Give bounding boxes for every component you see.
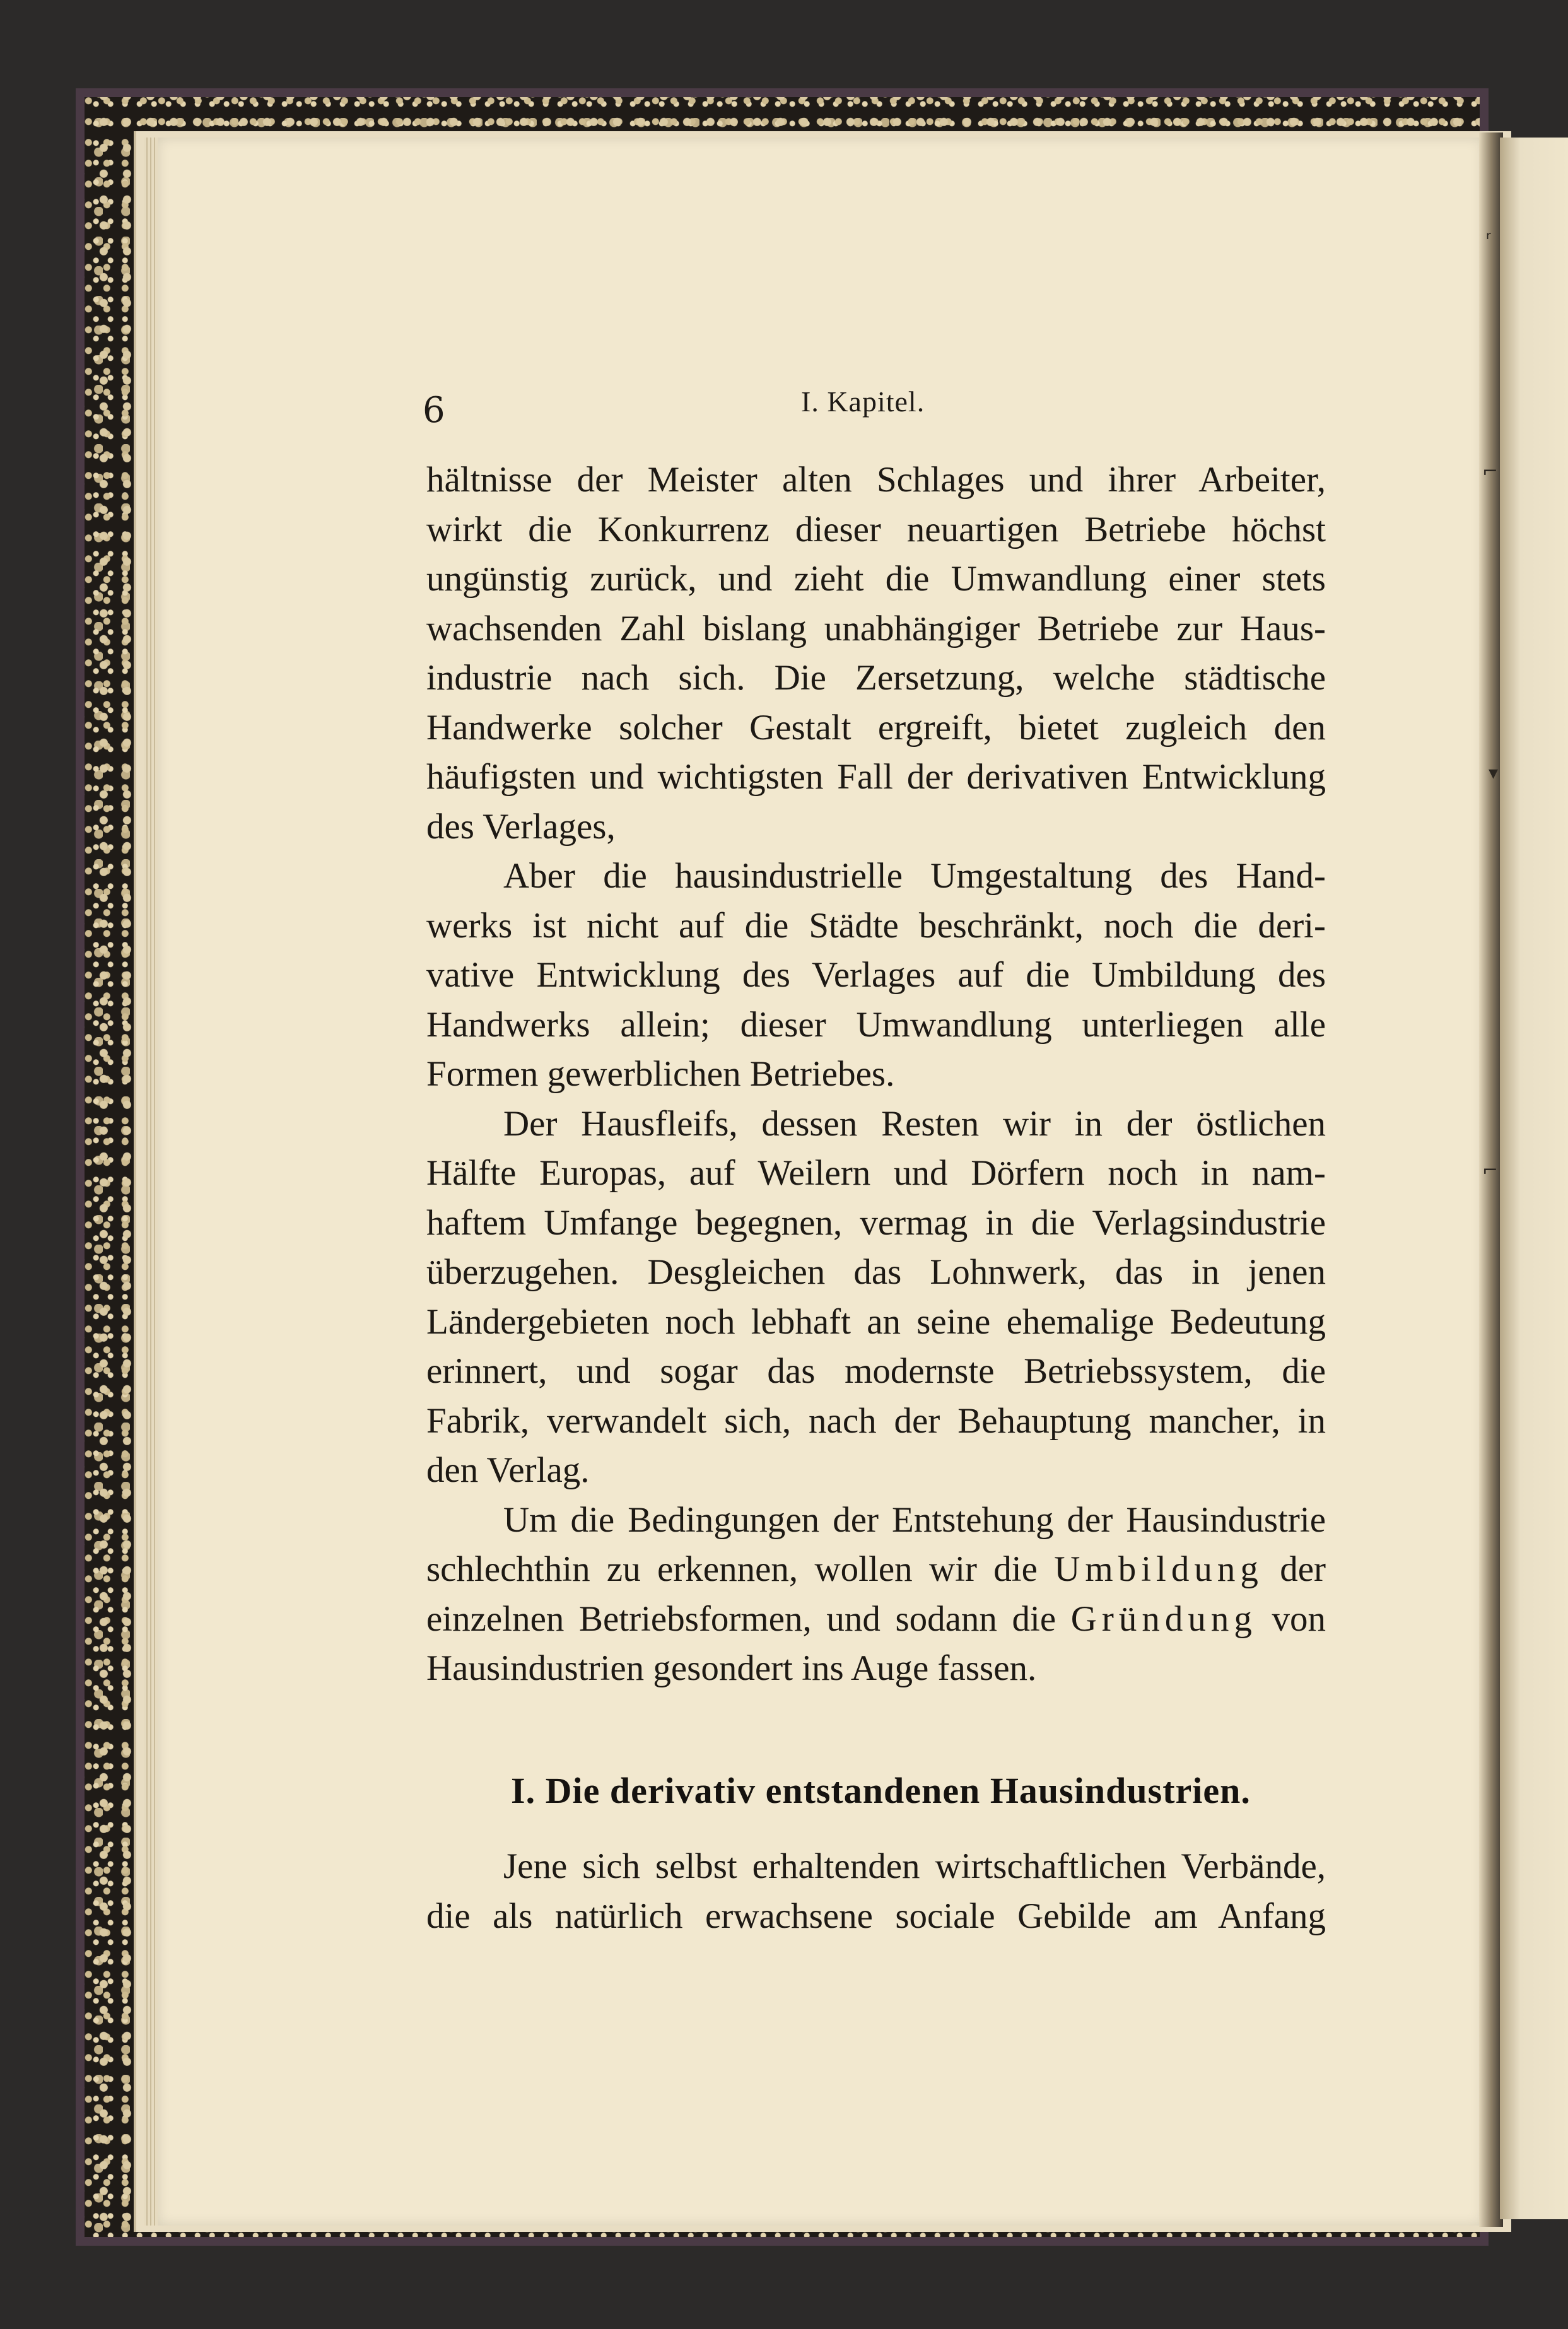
- section-heading: I. Die derivativ entstandenen Hausindustrien.: [511, 1770, 1251, 1811]
- text-line: hältnisse der Meister alten Schlages und ihrer Arbeiter,: [426, 460, 1326, 500]
- margin-mark-icon: ⌐: [1482, 461, 1499, 483]
- text-fragment: der: [1280, 1549, 1326, 1589]
- text-line: Formen gewerblichen Betriebes.: [426, 1054, 895, 1094]
- text-fragment: schlechthin zu erkennen, wollen wir die: [426, 1549, 1038, 1589]
- text-line: industrie nach sich. Die Zersetzung, welche städtische: [426, 658, 1326, 698]
- text-line: Der Hausfleifs, dessen Resten wir in der östlichen: [503, 1103, 1326, 1144]
- text-line: Um die Bedingungen der Entstehung der Hausindustrie: [503, 1499, 1326, 1540]
- emphasized-word: Gründung: [1070, 1599, 1257, 1639]
- emphasized-word: Umbildung: [1054, 1549, 1263, 1589]
- text-line: haftem Umfange begegnen, vermag in die Verlagsindustrie: [426, 1202, 1326, 1243]
- text-line: wirkt die Konkurrenz dieser neuartigen Betriebe höchst: [426, 509, 1326, 549]
- text-line: Fabrik, verwandelt sich, nach der Behauptung mancher, in: [426, 1400, 1326, 1441]
- text-line: Hausindustrien gesondert ins Auge fassen.: [426, 1648, 1037, 1688]
- text-line: vative Entwicklung des Verlages auf die Umbildung des: [426, 955, 1326, 995]
- page-header: [423, 372, 1318, 442]
- text-line: Hälfte Europas, auf Weilern und Dörfern noch in nam-: [426, 1153, 1326, 1193]
- text-line: überzugehen. Desgleichen das Lohnwerk, das in jenen: [426, 1252, 1326, 1292]
- text-fragment: einzelnen Betriebsformen, und sodann die: [426, 1599, 1056, 1639]
- text-line: häufigsten und wichtigsten Fall der derivativen Entwicklung: [426, 757, 1326, 797]
- text-line: Jene sich selbst erhaltenden wirtschaftlichen Verbände,: [503, 1846, 1326, 1886]
- margin-mark-icon: ⌐: [1482, 1159, 1499, 1182]
- margin-mark-icon: ▾: [1489, 762, 1499, 784]
- facing-page-strip: [1500, 138, 1568, 2219]
- body-text: [426, 455, 1326, 1694]
- text-line: den Verlag.: [426, 1450, 590, 1490]
- text-line: Ländergebieten noch lebhaft an seine ehemalige Bedeutung: [426, 1301, 1326, 1342]
- page-number: 6: [423, 390, 445, 431]
- section-body-text: [426, 1842, 1326, 1941]
- margin-mark-icon: ʳ: [1486, 228, 1491, 250]
- text-line: erinnert, und sogar das modernste Betriebssystem, die: [426, 1351, 1326, 1391]
- text-line: Aber die hausindustrielle Umgestaltung des Hand-: [503, 856, 1326, 896]
- text-line: des Verlages,: [426, 806, 616, 847]
- text-line: die als natürlich erwachsene sociale Gebilde am Anfang: [426, 1896, 1326, 1936]
- text-line: [426, 1595, 1326, 1645]
- text-line: Handwerke solcher Gestalt ergreift, bietet zugleich den: [426, 707, 1326, 748]
- text-fragment: von: [1272, 1599, 1326, 1639]
- text-line: ungünstig zurück, und zieht die Umwandlung einer stets: [426, 559, 1326, 599]
- text-line: Handwerks allein; dieser Umwandlung unterliegen alle: [426, 1004, 1326, 1045]
- text-line: wachsenden Zahl bislang unabhängiger Betriebe zur Haus-: [426, 608, 1326, 648]
- text-line: [426, 1545, 1326, 1595]
- text-line: werks ist nicht auf die Städte beschränkt, noch die deri-: [426, 905, 1326, 946]
- running-head: I. Kapitel.: [801, 385, 925, 418]
